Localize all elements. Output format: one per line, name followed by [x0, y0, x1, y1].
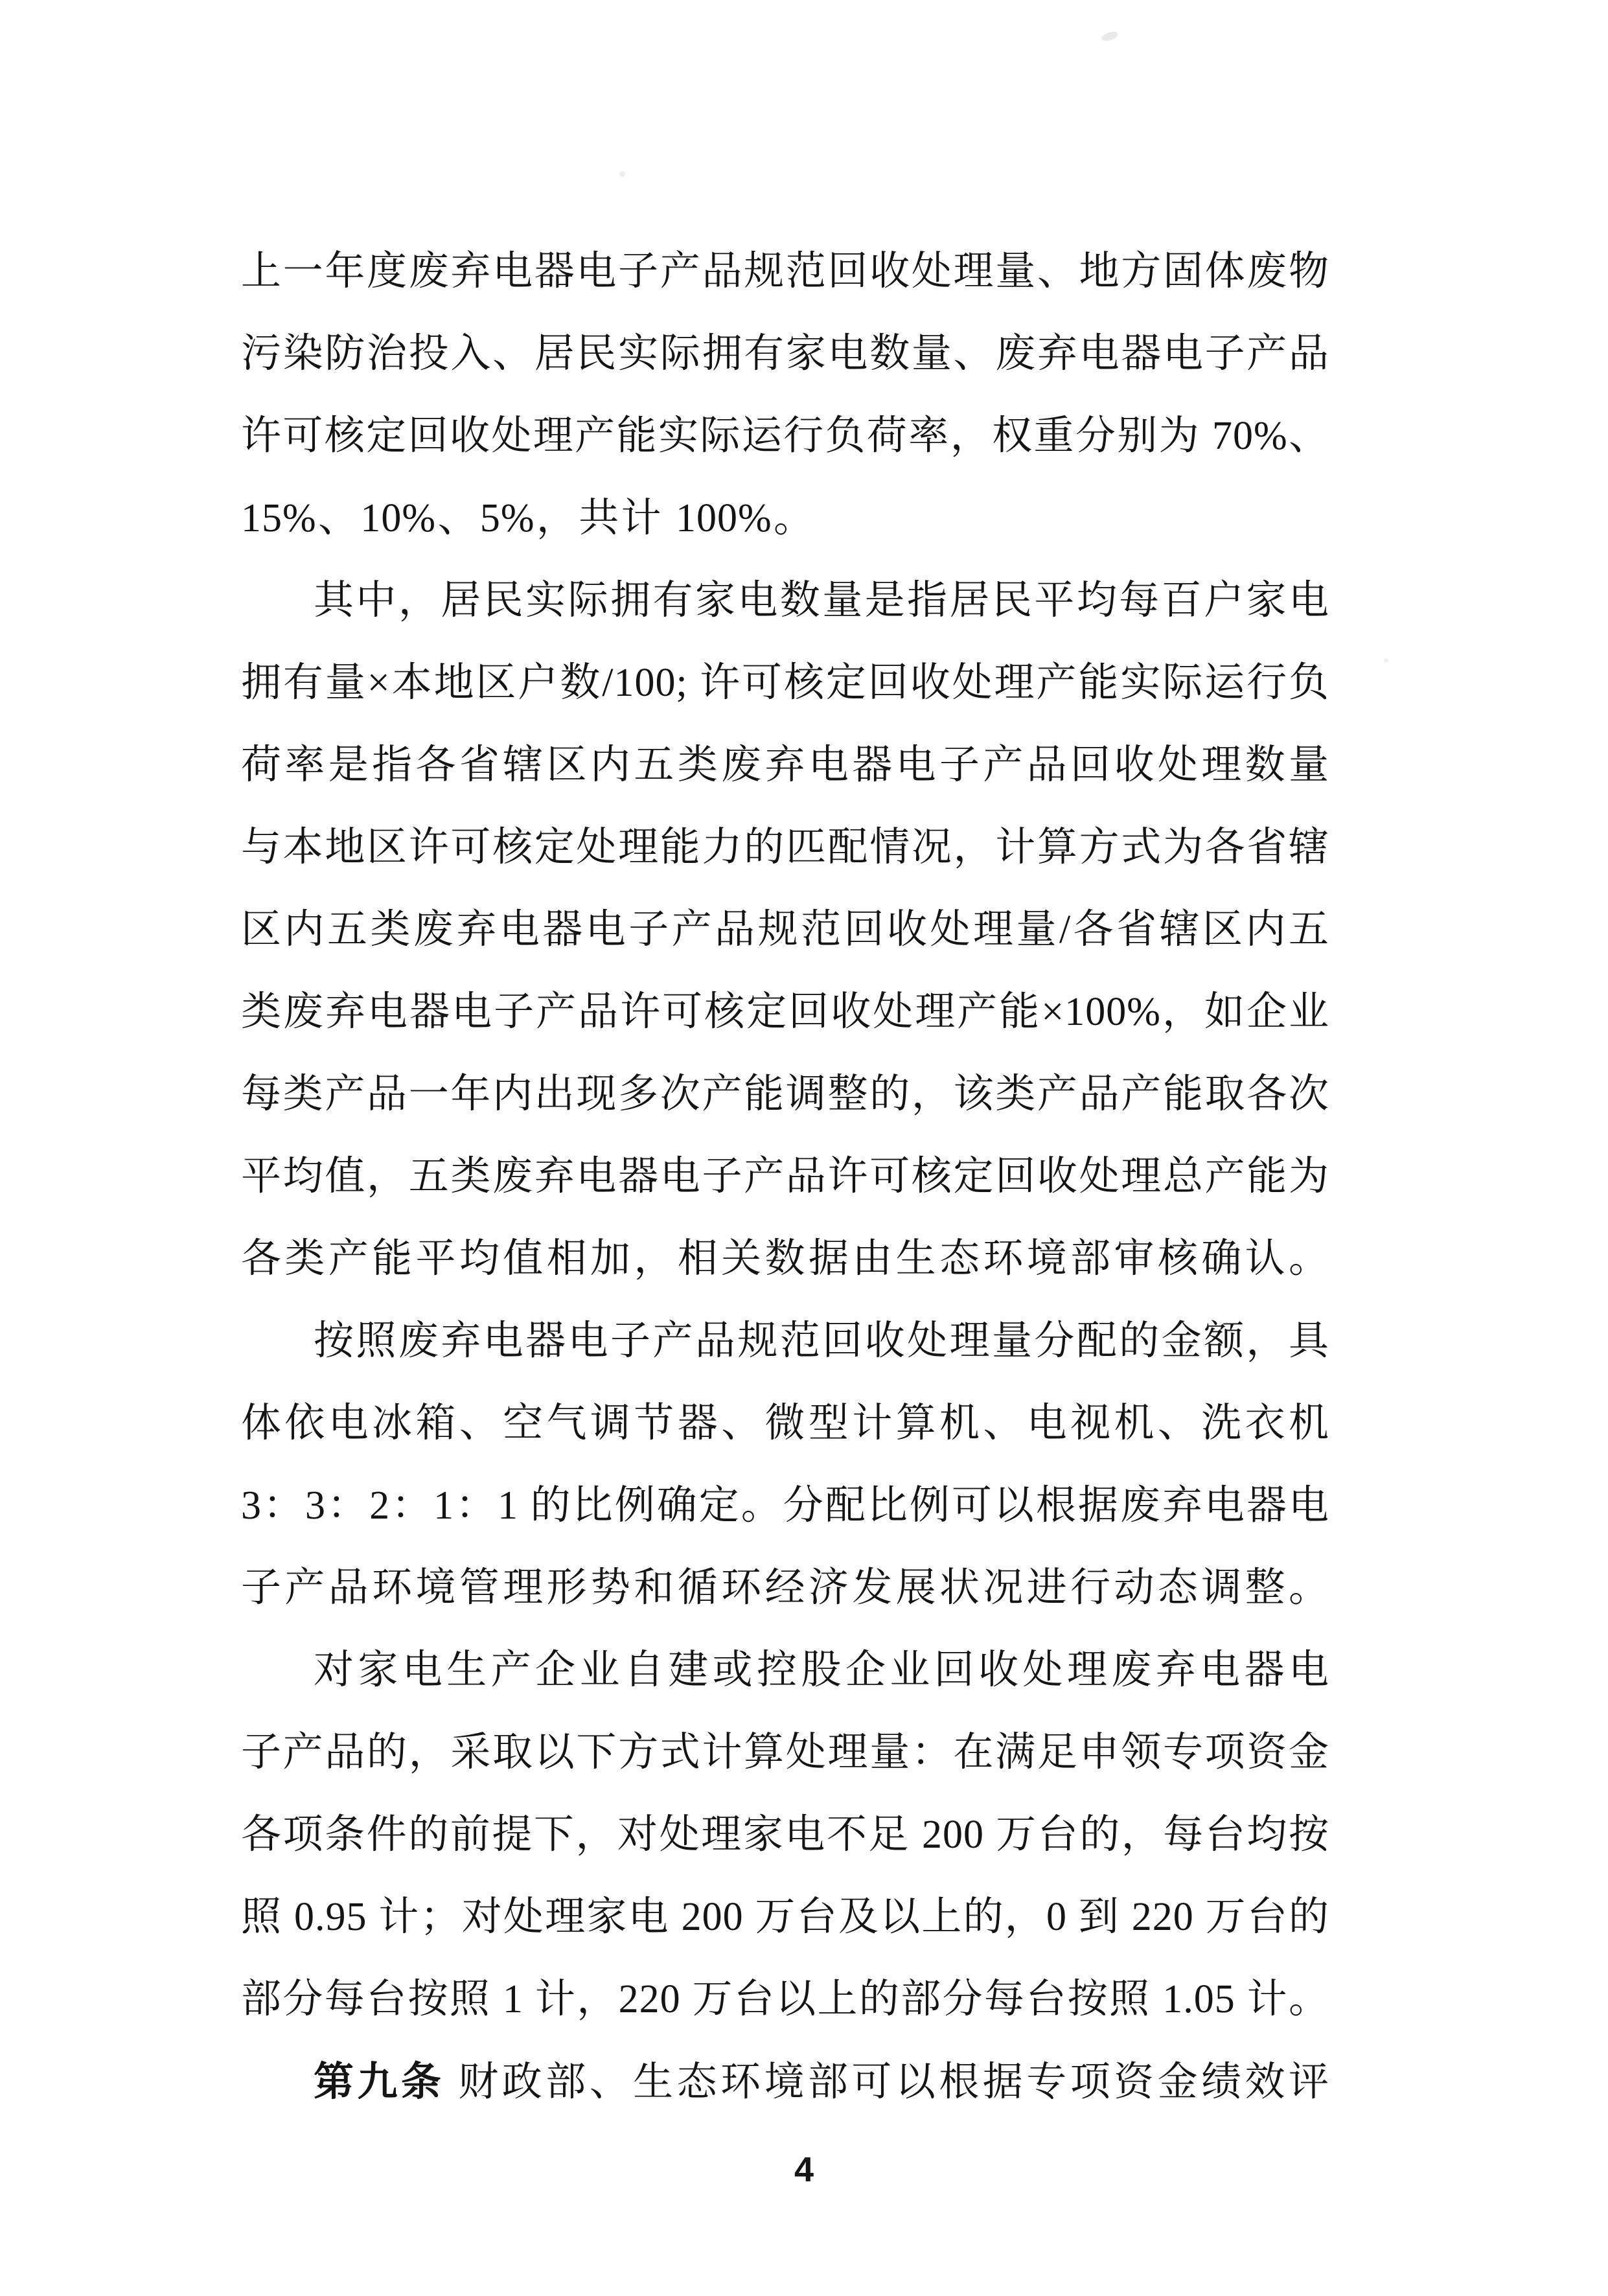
text-line: 荷率是指各省辖区内五类废弃电器电子产品回收处理数量 [241, 743, 1329, 787]
scan-artifact [1384, 658, 1388, 663]
article-number-label: 第九条 [314, 2060, 445, 2104]
text-line: 类废弃电器电子产品许可核定回收处理产能×100%，如企业 [241, 990, 1329, 1034]
text-line: 上一年度废弃电器电子产品规范回收处理量、地方固体废物 [241, 249, 1329, 293]
text-line: 拥有量×本地区户数/100; 许可核定回收处理产能实际运行负 [241, 661, 1329, 705]
text-line: 部分每台按照 1 计，220 万台以上的部分每台按照 1.05 计。 [241, 1977, 1329, 2021]
text-line: 区内五类废弃电器电子产品规范回收处理量/各省辖区内五 [241, 908, 1329, 952]
text-line: 3：3：2：1：1 的比例确定。分配比例可以根据废弃电器电 [241, 1484, 1329, 1528]
text-line: 照 0.95 计；对处理家电 200 万台及以上的，0 到 220 万台的 [241, 1895, 1329, 1939]
text-line: 子产品环境管理形势和循环经济发展状况进行动态调整。 [241, 1566, 1329, 1610]
text-line: 各项条件的前提下，对处理家电不足 200 万台的，每台均按 [241, 1813, 1329, 1857]
text-line: 按照废弃电器电子产品规范回收处理量分配的金额，具 [314, 1319, 1329, 1363]
page-number: 4 [794, 2150, 814, 2189]
scan-artifact [1101, 30, 1119, 42]
text-line: 平均值，五类废弃电器电子产品许可核定回收处理总产能为 [241, 1154, 1329, 1199]
text-line: 子产品的，采取以下方式计算处理量：在满足申领专项资金 [241, 1730, 1329, 1774]
scan-artifact [619, 171, 625, 177]
text-line: 其中，居民实际拥有家电数量是指居民平均每百户家电 [314, 579, 1329, 623]
text-line: 体依电冰箱、空气调节器、微型计算机、电视机、洗衣机 [241, 1401, 1329, 1445]
text-line: 每类产品一年内出现多次产能调整的，该类产品产能取各次 [241, 1072, 1329, 1116]
text-line: 15%、10%、5%，共计 100%。 [241, 496, 814, 540]
text-line: 许可核定回收处理产能实际运行负荷率，权重分别为 70%、 [241, 414, 1329, 458]
text-line: 对家电生产企业自建或控股企业回收处理废弃电器电 [314, 1648, 1329, 1692]
text-line: 与本地区许可核定处理能力的匹配情况，计算方式为各省辖 [241, 825, 1329, 869]
body-text [241, 231, 1329, 2123]
text-line: 污染防治投入、居民实际拥有家电数量、废弃电器电子产品 [241, 332, 1329, 376]
text-line: 各类产能平均值相加，相关数据由生态环境部审核确认。 [241, 1237, 1329, 1281]
text-line [241, 2041, 1329, 2123]
text-run: 财政部、生态环境部可以根据专项资金绩效评 [444, 2060, 1329, 2104]
